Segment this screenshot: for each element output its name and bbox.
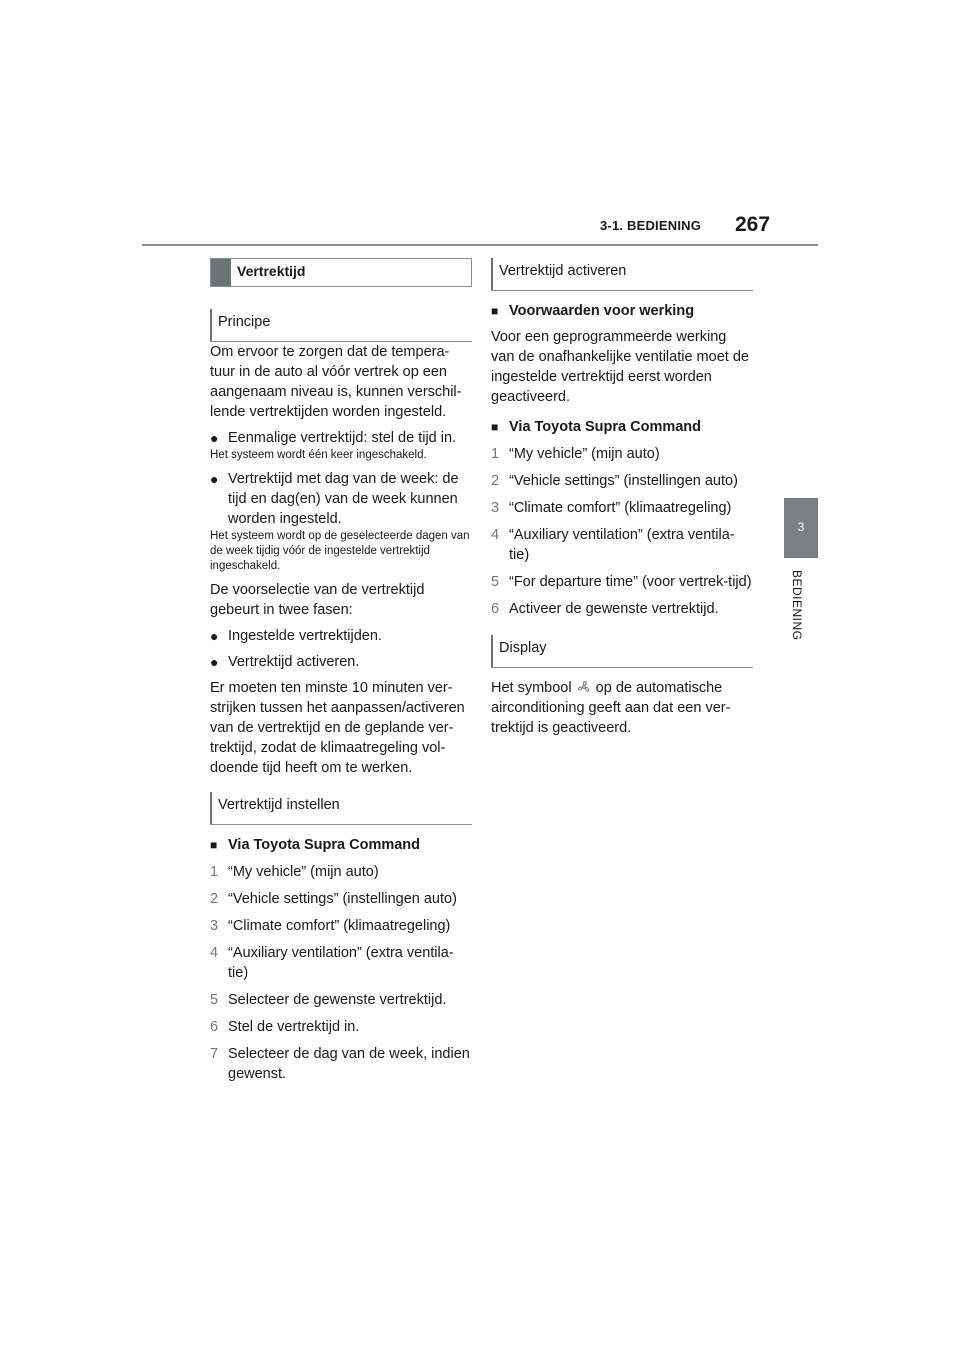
step-number: 2 [491, 473, 500, 489]
step-item [210, 943, 472, 983]
step-number: 7 [210, 1046, 219, 1062]
subheading-text: Voorwaarden voor werking [509, 303, 695, 319]
bullet-icon: ● [210, 628, 219, 644]
step-text: “Vehicle settings” (instellingen auto) [509, 473, 738, 489]
bullet-item [210, 652, 472, 672]
bullet-item [210, 626, 472, 646]
bullet-text: Vertrektijd activeren. [228, 654, 360, 670]
step-number: 3 [491, 500, 500, 516]
square-icon: ■ [491, 304, 499, 318]
chapter-label: BEDIENING [790, 570, 804, 641]
title-block [211, 259, 231, 286]
title-text: Vertrektijd [237, 263, 306, 279]
bullet-text: Eenmalige vertrektijd: stel de tijd in. [228, 430, 457, 446]
step-text: “Auxiliary ventilation” (extra ventila-tie) [509, 527, 735, 563]
step-list [210, 862, 472, 1084]
paragraph: Er moeten ten minste 10 minuten ver-strijken tussen het aanpassen/activeren van de vertrektijd en de geplande ver-trektijd, zodat de klimaatregeling vol-doende tijd heeft om te werken. [210, 680, 465, 776]
step-item [491, 572, 753, 592]
step-number: 3 [210, 918, 219, 934]
step-number: 2 [210, 891, 219, 907]
step-number: 4 [210, 945, 219, 961]
step-text: Stel de vertrektijd in. [228, 1019, 360, 1035]
step-text: “Vehicle settings” (instellingen auto) [228, 891, 457, 907]
heading-text: Vertrektijd activeren [499, 263, 627, 279]
step-item [491, 525, 753, 565]
section-title: 3-1. BEDIENING [600, 218, 702, 233]
bullet-icon: ● [210, 430, 219, 446]
note: Het systeem wordt één keer ingeschakeld. [210, 449, 427, 461]
right-column [491, 258, 753, 738]
subheading-via [210, 835, 472, 855]
square-icon: ■ [210, 838, 218, 852]
heading-instellen [210, 792, 472, 825]
title-vertrektijd [210, 258, 472, 287]
paragraph: Voor een geprogrammeerde werking van de onafhankelijke ventilatie moet de ingestelde vertrektijd eerst worden geactiveerd. [491, 329, 749, 405]
step-item [210, 889, 472, 909]
step-text: Selecteer de dag van de week, indien gewenst. [228, 1046, 470, 1082]
step-text: “My vehicle” (mijn auto) [228, 864, 379, 880]
step-text: “Climate comfort” (klimaatregeling) [509, 500, 732, 516]
ventilation-icon [576, 680, 592, 694]
paragraph: De voorselectie van de vertrektijd gebeurt in twee fasen: [210, 582, 425, 618]
step-text: “Climate comfort” (klimaatregeling) [228, 918, 451, 934]
step-text: Activeer de gewenste vertrektijd. [509, 601, 719, 617]
heading-text: Principe [218, 314, 271, 330]
chapter-tab: 3 [784, 498, 818, 558]
bullet-icon: ● [210, 654, 219, 670]
bullet-item [210, 469, 472, 529]
step-number: 1 [210, 864, 219, 880]
step-item [210, 916, 472, 936]
step-item [491, 471, 753, 491]
step-item [210, 990, 472, 1010]
step-number: 6 [210, 1019, 219, 1035]
bullet-text: Ingestelde vertrektijden. [228, 628, 382, 644]
heading-text: Vertrektijd instellen [218, 797, 340, 813]
step-text: “My vehicle” (mijn auto) [509, 446, 660, 462]
heading-text: Display [499, 640, 547, 656]
page-number: 267 [735, 213, 771, 236]
step-text: Selecteer de gewenste vertrektijd. [228, 992, 447, 1008]
square-icon: ■ [491, 420, 499, 434]
step-number: 5 [491, 574, 500, 590]
step-item [210, 1044, 472, 1084]
note: Het systeem wordt op de geselecteerde dagen van de week tijdig vóór de ingestelde vertrektijd ingeschakeld. [210, 530, 470, 572]
step-list [491, 444, 753, 619]
left-column [210, 258, 472, 1084]
header-rule [142, 244, 818, 246]
step-number: 5 [210, 992, 219, 1008]
bullet-item [210, 428, 472, 448]
step-item [210, 1017, 472, 1037]
subheading-text: Via Toyota Supra Command [509, 419, 702, 435]
step-item [491, 498, 753, 518]
heading-display [491, 635, 753, 668]
bullet-text: Vertrektijd met dag van de week: de tijd en dag(en) van de week kunnen worden ingesteld. [228, 471, 459, 527]
step-number: 6 [491, 601, 500, 617]
heading-principe [210, 309, 472, 342]
paragraph-text-end: op de automatische airconditioning geeft aan dat een ver-trektijd is geactiveerd. [491, 680, 731, 736]
paragraph-text-start: Het symbool [491, 680, 572, 696]
step-text: “For departure time” (voor vertrek-tijd) [509, 574, 752, 590]
bullet-icon: ● [210, 471, 219, 487]
subheading-voorwaarden [491, 301, 753, 321]
heading-activeren [491, 258, 753, 291]
paragraph [491, 678, 753, 738]
subheading-text: Via Toyota Supra Command [228, 837, 421, 853]
paragraph: Om ervoor te zorgen dat de tempera-tuur in de auto al vóór vertrek op een aangenaam niveau is, kunnen verschil-lende vertrektijden worden ingesteld. [210, 344, 462, 420]
step-number: 1 [491, 446, 500, 462]
step-item [491, 599, 753, 619]
step-item [210, 862, 472, 882]
subheading-via [491, 417, 753, 437]
step-number: 4 [491, 527, 500, 543]
step-item [491, 444, 753, 464]
step-text: “Auxiliary ventilation” (extra ventila-tie) [228, 945, 454, 981]
